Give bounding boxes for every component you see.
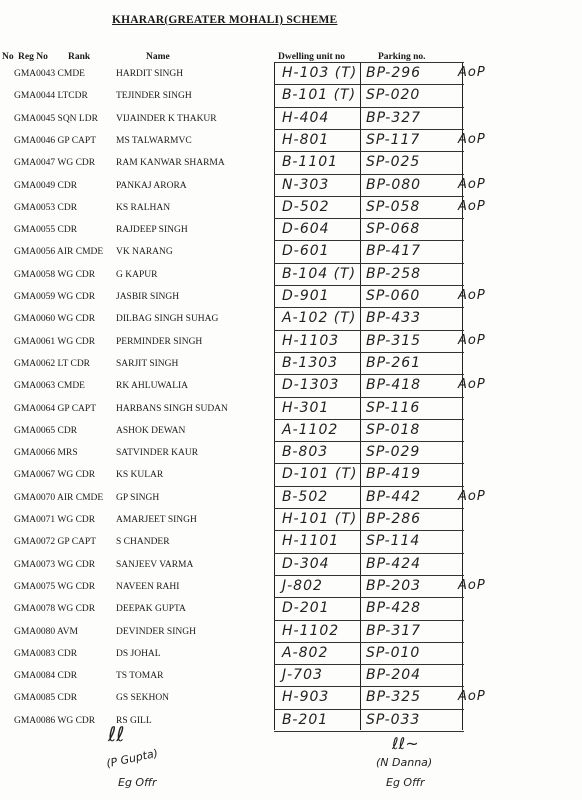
- table-row: [0, 176, 582, 198]
- remark-aop: AoP: [458, 288, 486, 303]
- reg-rank-cell: GMA0049 CDR: [14, 180, 78, 191]
- member-name-cell: SANJEEV VARMA: [116, 559, 194, 570]
- member-name-cell: GS SEKHON: [116, 693, 170, 704]
- reg-rank-cell: GMA0063 CMDE: [14, 381, 85, 392]
- dwelling-unit-cell: B-201: [282, 711, 329, 728]
- parking-cell: BP-315: [366, 332, 422, 349]
- signature-title-right: Eg Offr: [386, 776, 425, 789]
- dwelling-unit-cell: D-304: [282, 555, 330, 572]
- signature-name-left: (P Gupta): [105, 746, 160, 771]
- parking-cell: BP-080: [366, 176, 422, 193]
- reg-rank-cell: GMA0059 WG CDR: [14, 292, 96, 302]
- parking-cell: BP-424: [366, 555, 422, 572]
- reg-rank-cell: GMA0070 AIR CMDE: [14, 492, 104, 503]
- remark-aop: AoP: [458, 131, 486, 147]
- table-row: [0, 153, 582, 175]
- reg-rank-cell: GMA0044 LTCDR: [14, 91, 88, 102]
- member-name-cell: RAM KANWAR SHARMA: [116, 158, 225, 169]
- table-row: [0, 644, 582, 666]
- table-row: [0, 198, 582, 220]
- member-name-cell: KS KULAR: [116, 470, 164, 481]
- parking-cell: SP-117: [366, 131, 421, 148]
- parking-cell: SP-068: [366, 221, 421, 238]
- member-name-cell: PANKAJ ARORA: [116, 180, 187, 191]
- table-row: [0, 86, 582, 108]
- table-row: [0, 131, 582, 153]
- parking-cell: BP-203: [366, 577, 422, 594]
- parking-cell: SP-114: [366, 533, 421, 550]
- member-name-cell: S CHANDER: [116, 537, 170, 548]
- parking-cell: BP-327: [366, 109, 422, 126]
- member-name-cell: PERMINDER SINGH: [116, 336, 203, 347]
- reg-rank-cell: GMA0047 WG CDR: [14, 158, 96, 169]
- reg-rank-cell: GMA0086 WG CDR: [14, 715, 96, 726]
- table-row: [0, 599, 582, 621]
- reg-rank-cell: GMA0060 WG CDR: [14, 314, 96, 325]
- dwelling-unit-cell: B-101 (T): [282, 87, 357, 104]
- signature-name-right: (N Danna): [376, 756, 433, 769]
- dwelling-unit-cell: H-1103: [282, 332, 340, 349]
- reg-rank-cell: GMA0073 WG CDR: [14, 559, 96, 570]
- parking-cell: SP-025: [366, 154, 421, 171]
- member-name-cell: ASHOK DEWAN: [116, 425, 186, 436]
- table-row: [0, 332, 582, 354]
- dwelling-unit-cell: D-101 (T): [282, 466, 358, 483]
- member-name-cell: TS TOMAR: [116, 671, 164, 682]
- parking-cell: BP-417: [366, 243, 422, 260]
- member-name-cell: DILBAG SINGH SUHAG: [116, 314, 219, 325]
- member-name-cell: VIJAINDER K THAKUR: [116, 113, 217, 124]
- table-row: [0, 265, 582, 287]
- table-row: [0, 64, 582, 86]
- table-row: [0, 354, 582, 376]
- table-row: [0, 532, 582, 554]
- table-row: [0, 220, 582, 242]
- reg-rank-cell: GMA0075 WG CDR: [14, 581, 96, 592]
- member-name-cell: HARDIT SINGH: [116, 69, 184, 79]
- document-title: KHARAR(GREATER MOHALI) SCHEME: [112, 14, 338, 26]
- signature-mark-right: ℓℓ~: [392, 734, 419, 753]
- member-name-cell: HARBANS SINGH SUDAN: [116, 403, 228, 414]
- member-name-cell: GP SINGH: [116, 492, 160, 503]
- parking-cell: BP-261: [366, 354, 422, 371]
- dwelling-unit-cell: H-1102: [282, 622, 340, 639]
- dwelling-unit-cell: B-1101: [282, 154, 339, 171]
- header-name: Name: [146, 52, 170, 62]
- table-row: [0, 287, 582, 309]
- reg-rank-cell: GMA0067 WG CDR: [14, 470, 96, 481]
- dwelling-unit-cell: H-1101: [282, 533, 340, 550]
- dwelling-unit-cell: H-903: [282, 689, 330, 706]
- dwelling-unit-cell: H-404: [282, 109, 330, 126]
- dwelling-unit-cell: D-604: [282, 221, 330, 238]
- member-name-cell: RK AHLUWALIA: [116, 381, 189, 392]
- dwelling-unit-cell: D-901: [282, 288, 330, 304]
- reg-rank-cell: GMA0085 CDR: [14, 693, 78, 704]
- reg-rank-cell: GMA0083 CDR: [14, 648, 78, 659]
- parking-cell: BP-317: [366, 622, 422, 639]
- remark-aop: AoP: [458, 689, 486, 705]
- reg-rank-cell: GMA0062 LT CDR: [14, 358, 91, 369]
- dwelling-unit-cell: N-303: [282, 176, 330, 193]
- dwelling-unit-cell: J-703: [282, 667, 323, 684]
- table-row: [0, 376, 582, 398]
- table-row: [0, 399, 582, 421]
- table-row: [0, 622, 582, 644]
- dwelling-unit-cell: D-201: [282, 600, 330, 617]
- parking-cell: SP-020: [366, 87, 421, 104]
- remark-aop: AoP: [458, 577, 486, 593]
- dwelling-unit-cell: H-301: [282, 399, 330, 416]
- parking-cell: BP-296: [366, 65, 422, 81]
- dwelling-unit-cell: A-102 (T): [282, 310, 357, 327]
- reg-rank-cell: GMA0078 WG CDR: [14, 604, 96, 615]
- reg-rank-cell: GMA0053 CDR: [14, 202, 78, 213]
- member-name-cell: RAJDEEP SINGH: [116, 225, 188, 236]
- reg-rank-cell: GMA0072 GP CAPT: [14, 537, 96, 548]
- member-name-cell: TEJINDER SINGH: [116, 91, 192, 102]
- remark-aop: AoP: [458, 488, 486, 504]
- reg-rank-cell: GMA0045 SQN LDR: [14, 113, 98, 124]
- dwelling-unit-cell: B-803: [282, 444, 329, 461]
- table-row: [0, 510, 582, 532]
- table-row: [0, 242, 582, 264]
- table-row: [0, 688, 582, 710]
- reg-rank-cell: GMA0055 CDR: [14, 225, 78, 236]
- member-name-cell: DEEPAK GUPTA: [116, 604, 186, 615]
- dwelling-unit-cell: D-601: [282, 243, 330, 260]
- reg-rank-cell: GMA0065 CDR: [14, 425, 78, 436]
- signature-title-left: Eg Offr: [118, 776, 157, 789]
- remark-aop: AoP: [458, 198, 486, 214]
- table-row: [0, 421, 582, 443]
- dwelling-unit-cell: B-104 (T): [282, 265, 357, 282]
- parking-cell: BP-325: [366, 689, 422, 706]
- header-rank: Rank: [68, 52, 91, 62]
- reg-rank-cell: GMA0071 WG CDR: [14, 515, 96, 525]
- header-no: No: [2, 52, 14, 62]
- parking-cell: SP-033: [366, 711, 421, 728]
- member-name-cell: NAVEEN RAHI: [116, 581, 180, 592]
- member-name-cell: VK NARANG: [116, 247, 173, 258]
- member-name-cell: SARJIT SINGH: [116, 358, 179, 369]
- reg-rank-cell: GMA0046 GP CAPT: [14, 135, 96, 146]
- reg-rank-cell: GMA0080 AVM: [14, 626, 78, 637]
- dwelling-unit-cell: B-1303: [282, 354, 339, 371]
- parking-cell: BP-258: [366, 265, 422, 282]
- signature-mark-left: ℓℓ: [108, 722, 125, 746]
- table-row: [0, 109, 582, 131]
- table-row: [0, 555, 582, 577]
- table-row: [0, 577, 582, 599]
- parking-cell: SP-060: [366, 288, 421, 304]
- member-name-cell: DEVINDER SINGH: [116, 626, 196, 637]
- reg-rank-cell: GMA0043 CMDE: [14, 69, 85, 79]
- parking-cell: BP-442: [366, 488, 422, 505]
- member-name-cell: KS RALHAN: [116, 202, 171, 213]
- member-name-cell: JASBIR SINGH: [116, 292, 180, 302]
- remark-aop: AoP: [458, 65, 486, 80]
- parking-cell: SP-029: [366, 444, 421, 461]
- parking-cell: BP-419: [366, 466, 422, 483]
- dwelling-unit-cell: A-1102: [282, 421, 339, 438]
- dwelling-unit-cell: J-802: [282, 577, 323, 594]
- dwelling-unit-cell: H-101 (T): [282, 511, 358, 527]
- parking-cell: BP-204: [366, 667, 422, 684]
- remark-aop: AoP: [458, 332, 486, 348]
- member-name-cell: AMARJEET SINGH: [116, 515, 197, 525]
- reg-rank-cell: GMA0056 AIR CMDE: [14, 247, 104, 258]
- member-name-cell: RS GILL: [116, 715, 152, 726]
- parking-cell: SP-116: [366, 399, 421, 416]
- remark-aop: AoP: [458, 377, 486, 393]
- reg-rank-cell: GMA0064 GP CAPT: [14, 403, 96, 414]
- header-parking: Parking no.: [378, 52, 426, 62]
- reg-rank-cell: GMA0061 WG CDR: [14, 336, 96, 347]
- member-name-cell: SATVINDER KAUR: [116, 448, 199, 459]
- table-row: [0, 488, 582, 510]
- parking-cell: BP-428: [366, 600, 422, 617]
- remark-aop: AoP: [458, 176, 486, 192]
- parking-cell: SP-010: [366, 644, 421, 661]
- table-row: [0, 666, 582, 688]
- parking-cell: BP-286: [366, 511, 422, 527]
- header-reg-no: Reg No: [18, 52, 48, 62]
- reg-rank-cell: GMA0066 MRS: [14, 448, 78, 459]
- table-row: [0, 309, 582, 331]
- member-name-cell: MS TALWARMVC: [116, 135, 192, 146]
- reg-rank-cell: GMA0058 WG CDR: [14, 269, 96, 280]
- header-dwelling-unit: Dwelling unit no: [278, 52, 346, 62]
- reg-rank-cell: GMA0084 CDR: [14, 671, 78, 682]
- member-name-cell: G KAPUR: [116, 269, 158, 280]
- dwelling-unit-cell: H-103 (T): [282, 65, 358, 81]
- dwelling-unit-cell: B-502: [282, 488, 329, 505]
- dwelling-unit-cell: H-801: [282, 131, 330, 148]
- parking-cell: BP-433: [366, 310, 422, 327]
- table-row: [0, 465, 582, 487]
- parking-cell: BP-418: [366, 377, 422, 394]
- dwelling-unit-cell: D-502: [282, 198, 330, 215]
- dwelling-unit-cell: D-1303: [282, 377, 340, 394]
- member-name-cell: DS JOHAL: [116, 648, 161, 659]
- parking-cell: SP-018: [366, 421, 421, 438]
- table-row: [0, 711, 582, 733]
- table-row: [0, 443, 582, 465]
- parking-cell: SP-058: [366, 198, 421, 215]
- dwelling-unit-cell: A-802: [282, 644, 329, 661]
